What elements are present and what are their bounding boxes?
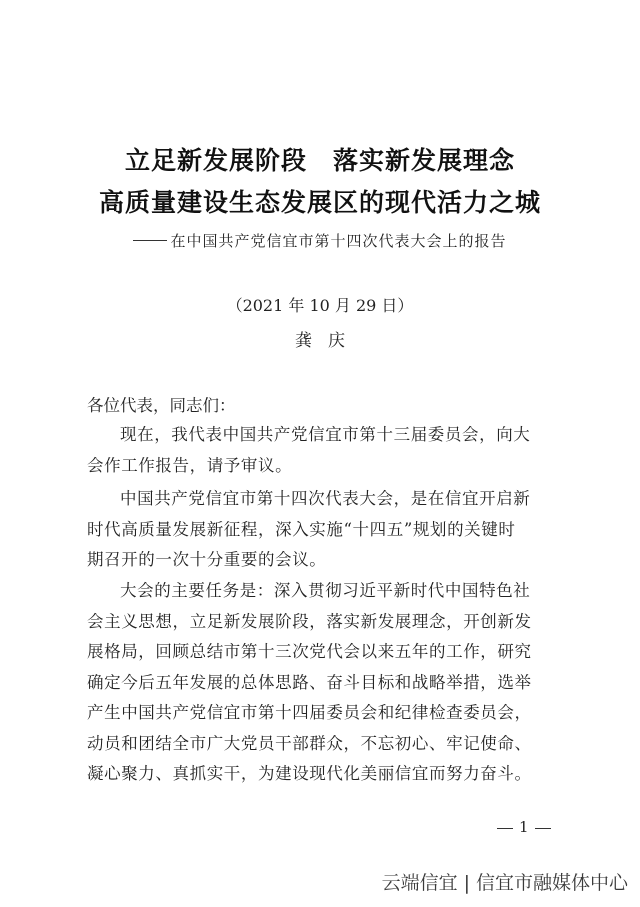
- paragraph-line: 产生中国共产党信宜市第十四届委员会和纪律检查委员会，: [87, 703, 532, 722]
- paragraph-line: 大会的主要任务是：深入贯彻习近平新时代中国特色社: [120, 581, 531, 600]
- page-number: [491, 818, 557, 836]
- paragraph-line: 期召开的一次十分重要的会议。: [87, 550, 327, 569]
- subtitle-text: 在中国共产党信宜市第十四次代表大会上的报告: [170, 232, 507, 250]
- subtitle-dash: [133, 240, 167, 241]
- paragraph-line: 展格局，回顾总结市第十三次党代会以来五年的工作，研究: [87, 642, 532, 661]
- paragraph-line: 时代高质量发展新征程，深入实施“十四五”规划的关键时: [87, 519, 516, 539]
- title-line-1: 立足新发展阶段 落实新发展理念: [124, 146, 515, 175]
- paragraph-line: 会作工作报告，请予审议。: [87, 455, 293, 475]
- page-number-dash: [497, 828, 513, 829]
- paragraph-line: 会主义思想，立足新发展阶段，落实新发展理念，开创新发: [87, 611, 532, 631]
- page-number-value: 1: [519, 818, 529, 836]
- author-name: 龚庆: [295, 331, 361, 351]
- page-number-dash: [535, 828, 551, 829]
- greeting: 各位代表，同志们：: [87, 396, 236, 415]
- paragraph-line: 凝心聚力、真抓实干，为建设现代化美丽信宜而努力奋斗。: [87, 764, 532, 783]
- paragraph: [87, 576, 567, 790]
- paragraph: [87, 420, 567, 481]
- title-line-2: 高质量建设生态发展区的现代活力之城: [98, 188, 541, 217]
- paragraph-line: 确定今后五年发展的总体思路、奋斗目标和战略举措，选举: [87, 672, 532, 692]
- watermark-right: 信宜市融媒体中心: [475, 872, 628, 894]
- paragraph: [87, 484, 567, 576]
- report-date: （2021 年 10 月 29 日）: [226, 296, 414, 315]
- subtitle: [0, 230, 640, 251]
- watermark-separator: |: [463, 872, 470, 894]
- watermark-left: 云端信宜: [381, 872, 458, 894]
- paragraph-line: 现在，我代表中国共产党信宜市第十三届委员会，向大: [120, 425, 531, 444]
- paragraph-line: 动员和团结全市广大党员干部群众，不忘初心、牢记使命、: [87, 733, 532, 753]
- paragraph-line: 中国共产党信宜市第十四次代表大会，是在信宜开启新: [120, 489, 531, 508]
- watermark: [382, 868, 628, 895]
